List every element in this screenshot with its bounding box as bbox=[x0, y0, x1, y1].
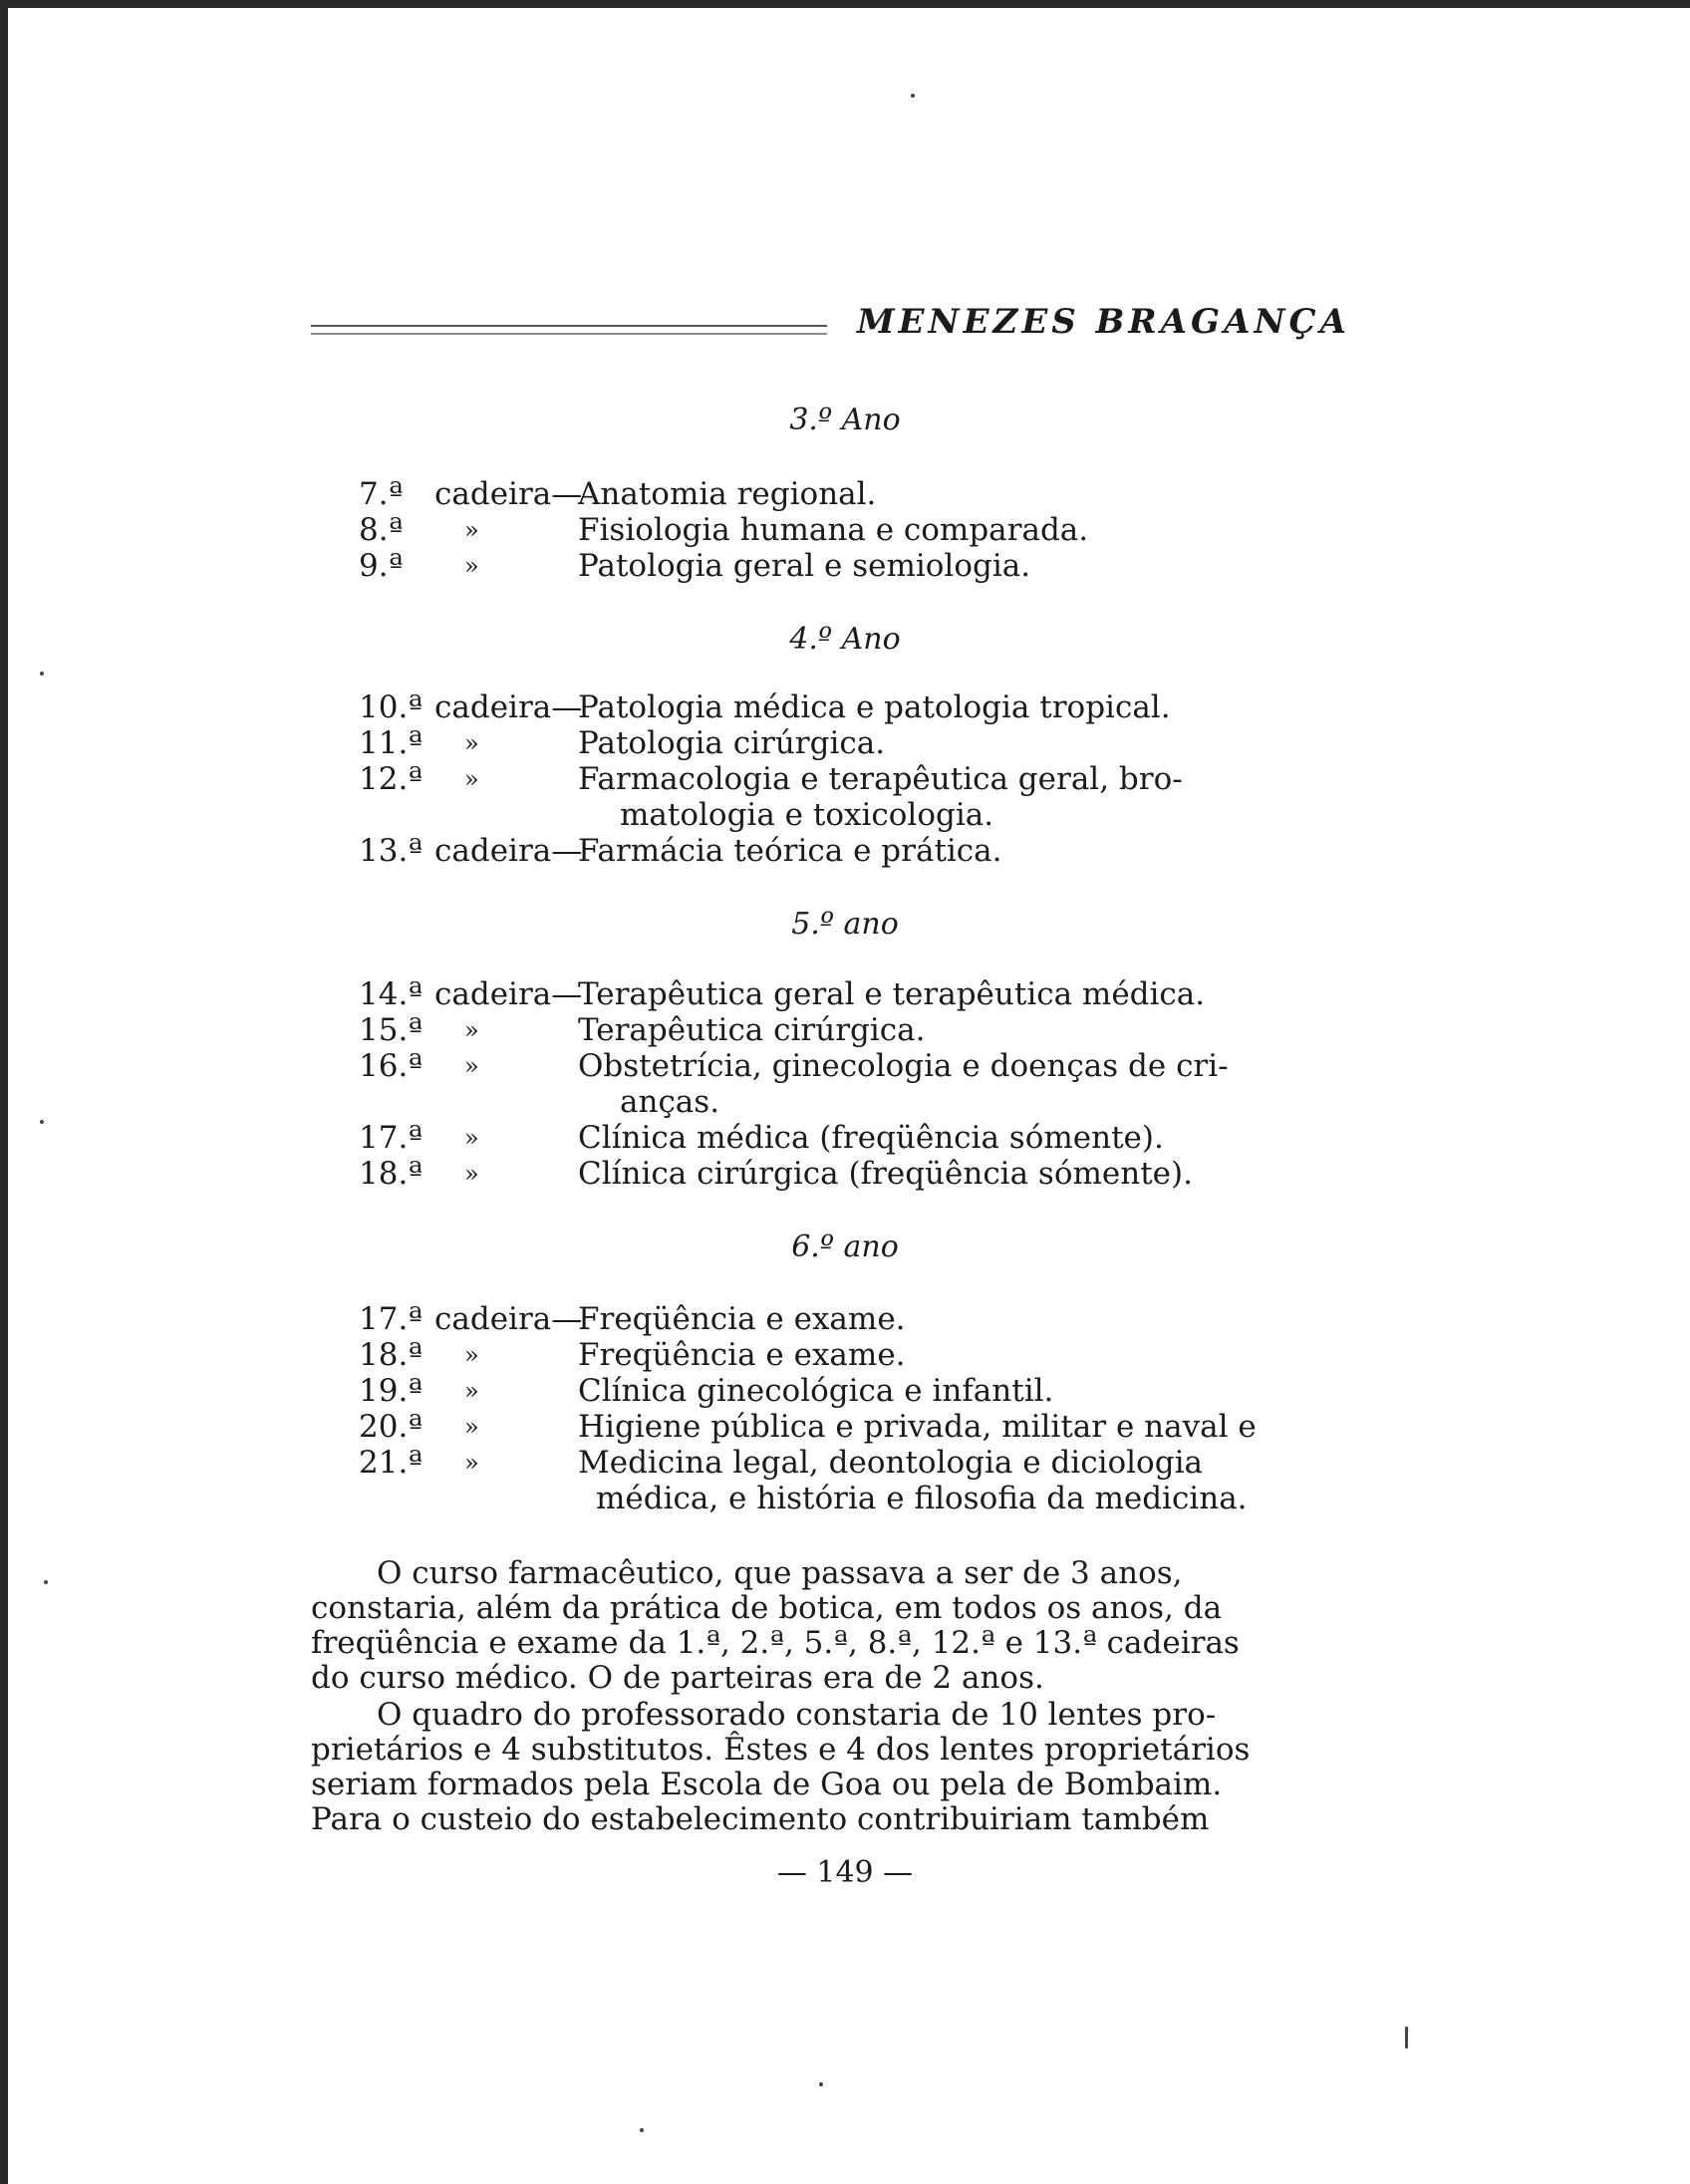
paragraph-line: do curso médico. O de parteiras era de 2 anos. bbox=[311, 1660, 1044, 1696]
chair-number: 11.ª bbox=[359, 725, 423, 761]
chair-ref: cadeira— bbox=[434, 833, 583, 869]
paragraph-line: seriam formados pela Escola de Goa ou pela de Bombaim. bbox=[311, 1767, 1223, 1802]
chair-number: 14.ª bbox=[359, 976, 423, 1012]
scan-speck bbox=[40, 672, 44, 676]
scan-speck bbox=[44, 1580, 48, 1584]
running-head: MENEZES BRAGANÇA bbox=[857, 302, 1350, 342]
chair-number: 20.ª bbox=[359, 1409, 423, 1445]
paragraph-line: Para o custeio do estabelecimento contribuiriam também bbox=[311, 1801, 1210, 1837]
section-heading-3: 3.º Ano bbox=[789, 403, 901, 437]
chair-number: 7.ª bbox=[359, 476, 404, 512]
chair-subject-continuation: anças. bbox=[620, 1084, 720, 1120]
ditto-mark: » bbox=[464, 1016, 479, 1044]
chair-subject-continuation: matologia e toxicologia. bbox=[620, 797, 994, 833]
ditto-mark: » bbox=[464, 552, 479, 580]
ditto-mark: » bbox=[464, 1449, 479, 1477]
chair-number: 19.ª bbox=[359, 1373, 423, 1409]
chair-number: 13.ª bbox=[359, 833, 423, 869]
ditto-mark: » bbox=[464, 1124, 479, 1152]
chair-ref: cadeira— bbox=[434, 1301, 583, 1337]
chair-number: 15.ª bbox=[359, 1012, 423, 1048]
ditto-mark: » bbox=[464, 1377, 479, 1405]
ditto-mark: » bbox=[464, 765, 479, 793]
chair-number: 21.ª bbox=[359, 1445, 423, 1481]
ditto-mark: » bbox=[464, 1160, 479, 1188]
scan-speck bbox=[911, 94, 915, 98]
chair-subject: Medicina legal, deontologia e diciologia bbox=[578, 1445, 1203, 1481]
chair-subject: Fisiologia humana e comparada. bbox=[578, 512, 1089, 548]
scan-speck bbox=[40, 1120, 44, 1124]
chair-number: 17.ª bbox=[359, 1301, 423, 1337]
chair-subject: Freqüência e exame. bbox=[578, 1301, 906, 1337]
chair-subject: Patologia cirúrgica. bbox=[578, 725, 886, 761]
section-heading-4: 4.º Ano bbox=[789, 622, 901, 657]
header-rule bbox=[311, 325, 827, 335]
chair-number: 12.ª bbox=[359, 761, 423, 797]
ditto-mark: » bbox=[464, 1413, 479, 1441]
ditto-mark: » bbox=[464, 516, 479, 544]
paragraph-faculty bbox=[311, 1697, 1251, 1837]
chair-subject: Clínica cirúrgica (freqüência sómente). bbox=[578, 1156, 1193, 1192]
chair-number: 9.ª bbox=[359, 548, 404, 584]
chair-subject: Farmácia teórica e prática. bbox=[578, 833, 1002, 869]
chair-subject: Freqüência e exame. bbox=[578, 1337, 906, 1373]
chair-subject: Obstetrícia, ginecologia e doenças de cri- bbox=[578, 1048, 1229, 1084]
paragraph-line: freqüência e exame da 1.ª, 2.ª, 5.ª, 8.ª, 12.ª e 13.ª cadeiras bbox=[311, 1625, 1240, 1661]
chair-subject: Higiene pública e privada, militar e naval e bbox=[578, 1409, 1257, 1445]
chair-subject: Anatomia regional. bbox=[578, 476, 877, 512]
chair-number: 16.ª bbox=[359, 1048, 423, 1084]
scan-speck bbox=[819, 2082, 823, 2086]
page-number: — 149 — bbox=[776, 1855, 914, 1890]
chair-ref: cadeira— bbox=[434, 976, 583, 1012]
chair-subject: Clínica ginecológica e infantil. bbox=[578, 1373, 1054, 1409]
chair-subject: Clínica médica (freqüência sómente). bbox=[578, 1120, 1164, 1156]
chair-subject: Patologia geral e semiologia. bbox=[578, 548, 1031, 584]
paragraph-line: O quadro do professorado constaria de 10 lentes pro- bbox=[377, 1697, 1217, 1733]
paragraph-line: prietários e 4 substitutos. Êstes e 4 dos lentes proprietários bbox=[311, 1732, 1251, 1768]
chair-ref: cadeira— bbox=[434, 476, 583, 512]
chair-number: 8.ª bbox=[359, 512, 404, 548]
chair-number: 17.ª bbox=[359, 1120, 423, 1156]
scan-speck bbox=[640, 2128, 644, 2132]
chair-subject: Farmacologia e terapêutica geral, bro- bbox=[578, 761, 1183, 797]
ditto-mark: » bbox=[464, 1341, 479, 1369]
paragraph-line: constaria, além da prática de botica, em todos os anos, da bbox=[311, 1590, 1223, 1626]
paragraph-pharmacy-course bbox=[311, 1555, 1240, 1696]
section-heading-6: 6.º ano bbox=[791, 1229, 899, 1264]
section-heading-5: 5.º ano bbox=[791, 907, 899, 942]
scan-speck bbox=[1405, 2027, 1408, 2048]
chair-subject: Patologia médica e patologia tropical. bbox=[578, 689, 1171, 725]
chair-number: 18.ª bbox=[359, 1156, 423, 1192]
chair-number: 10.ª bbox=[359, 689, 423, 725]
chair-subject-continuation: médica, e história e filosofia da medicina. bbox=[596, 1481, 1248, 1516]
scan-border-top bbox=[0, 0, 1690, 8]
paragraph-line: O curso farmacêutico, que passava a ser de 3 anos, bbox=[377, 1555, 1183, 1591]
chair-number: 18.ª bbox=[359, 1337, 423, 1373]
chair-ref: cadeira— bbox=[434, 689, 583, 725]
ditto-mark: » bbox=[464, 1052, 479, 1080]
chair-subject: Terapêutica geral e terapêutica médica. bbox=[578, 976, 1206, 1012]
ditto-mark: » bbox=[464, 729, 479, 757]
chair-subject: Terapêutica cirúrgica. bbox=[578, 1012, 926, 1048]
